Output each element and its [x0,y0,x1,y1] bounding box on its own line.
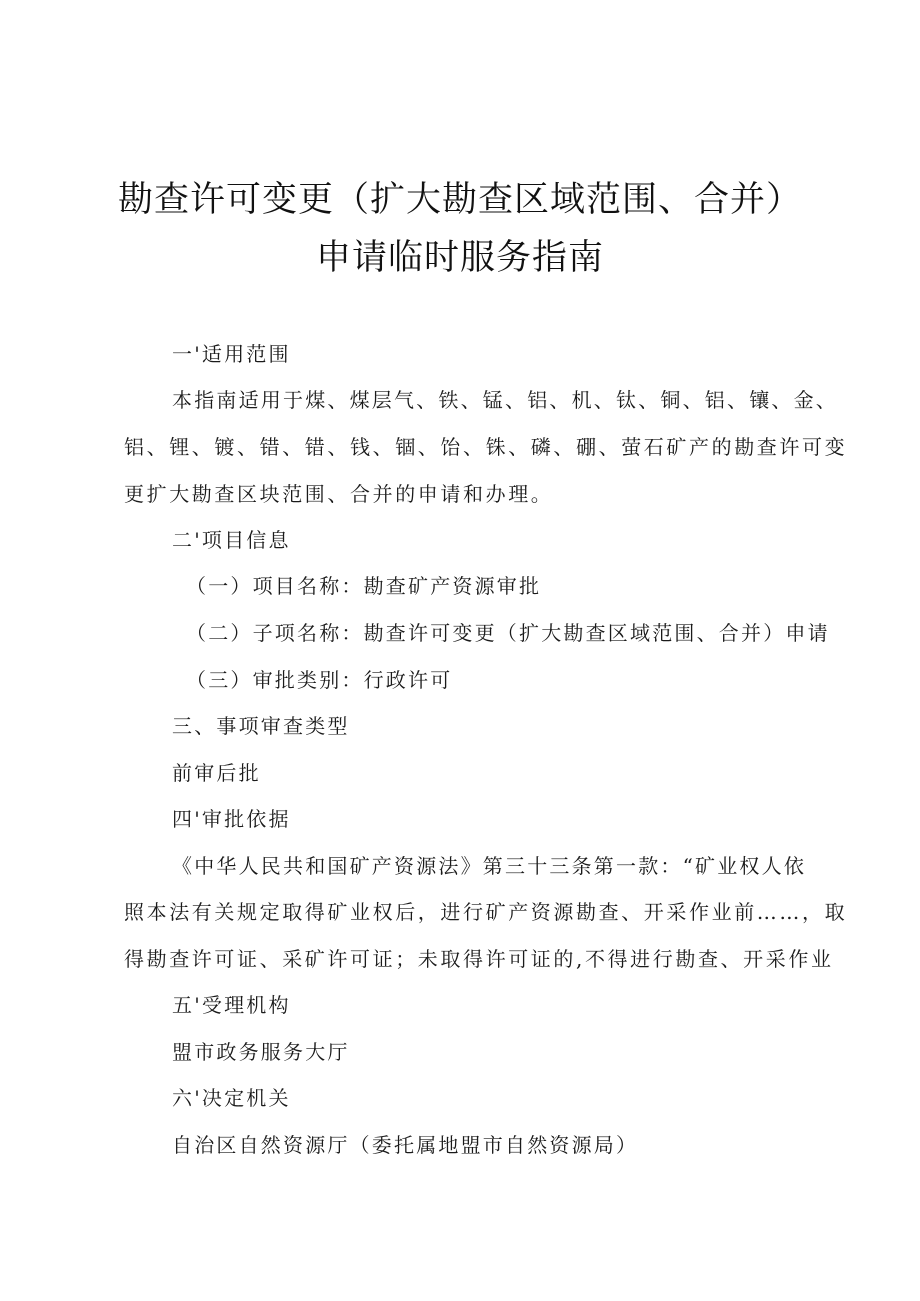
paragraph-legal-basis-line-3: 得勘查许可证、采矿许可证；未取得许可证的,不得进行勘查、开采作业 [124,947,834,971]
paragraph-legal-basis-line-1: 《中华人民共和国矿产资源法》第三十三条第一款：“矿业权人依 [172,854,807,878]
document-title-line-1: 勘查许可变更（扩大勘查区域范围、合并） [117,180,802,220]
paragraph-scope-line-2: 铝、锂、镀、错、错、钱、锢、饴、铢、磷、硼、萤石矿产的勘查许可变 [124,435,848,459]
paragraph-scope-line-1: 本指南适用于煤、煤层气、铁、锰、铝、机、钛、铜、铝、镶、金、 [172,388,838,412]
project-name-item: （一）项目名称：勘查矿产资源审批 [186,574,542,598]
section-heading-deciding-authority: 六'决定机关 [172,1086,291,1110]
document-title-line-2: 申请临时服务指南 [315,238,604,278]
accepting-agency-value: 盟市政务服务大厅 [172,1040,350,1064]
section-heading-scope: 一'适用范围 [172,342,291,366]
review-type-value: 前审后批 [172,761,261,785]
deciding-authority-value: 自治区自然资源厅（委托属地盟市自然资源局） [172,1133,639,1157]
approval-category-item: （三）审批类别：行政许可 [186,668,453,692]
section-heading-legal-basis: 四'审批依据 [172,807,291,831]
section-heading-accepting-agency: 五'受理机构 [172,993,291,1017]
paragraph-scope-line-3: 更扩大勘查区块范围、合并的申请和办理。 [124,482,554,506]
sub-item-name-item: （二）子项名称：勘查许可变更（扩大勘查区域范围、合并）申请 [186,621,830,645]
section-heading-project-info: 二'项目信息 [172,528,291,552]
section-heading-review-type: 三、事项审查类型 [172,714,350,738]
paragraph-legal-basis-line-2: 照本法有关规定取得矿业权后，进行矿产资源勘查、开采作业前……，取 [124,900,848,924]
